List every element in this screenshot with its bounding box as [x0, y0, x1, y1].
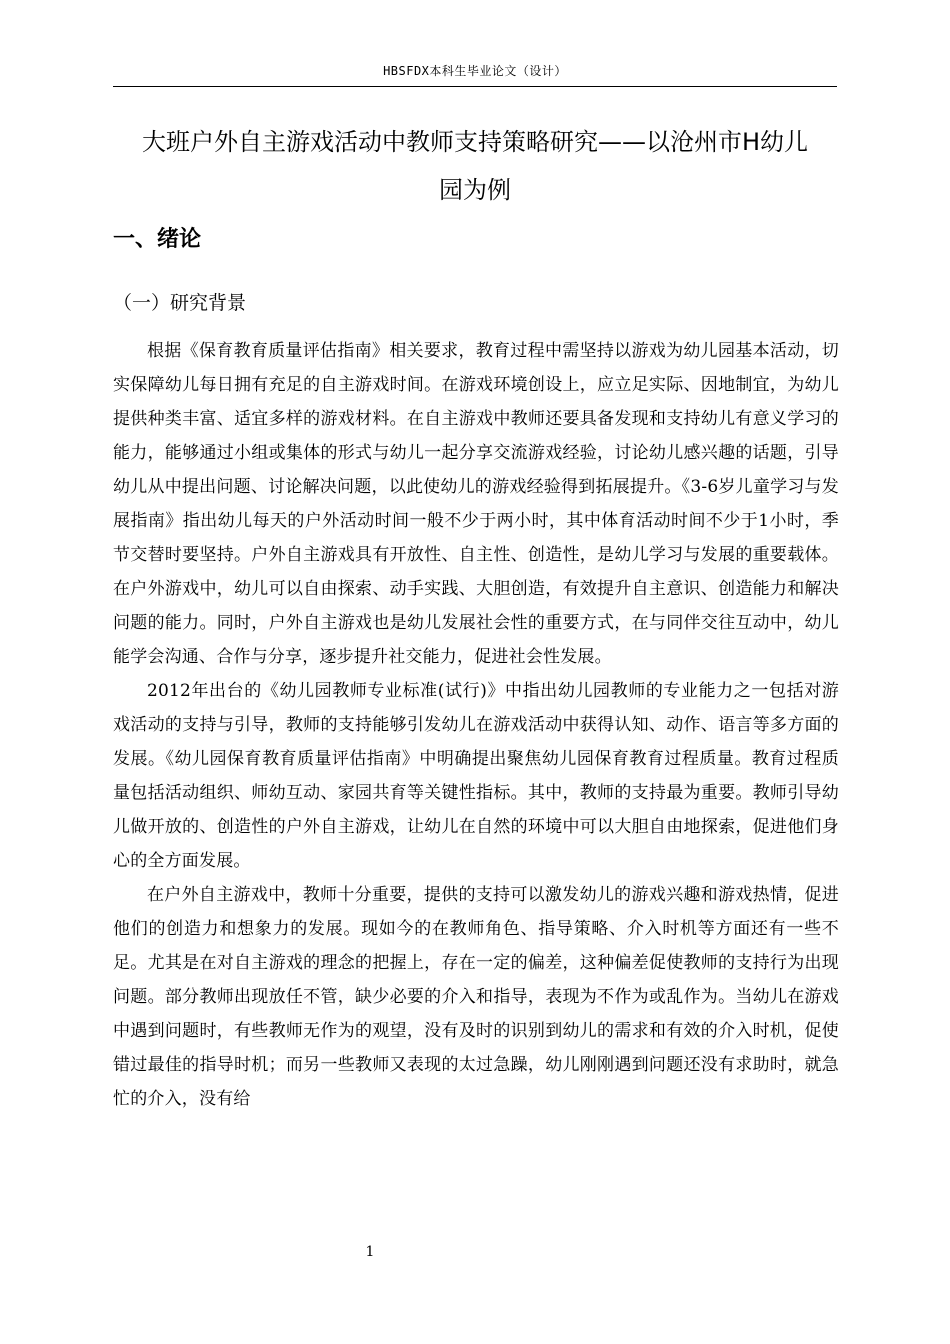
paper-title: [113, 118, 837, 214]
running-header: HBSFDX本科生毕业论文（设计）: [383, 64, 567, 78]
page-number: 1: [365, 1244, 375, 1260]
header-rule: [113, 86, 837, 87]
paragraph-3: 在户外自主游戏中，教师十分重要，提供的支持可以激发幼儿的游戏兴趣和游戏热情，促进他们的创造力和想象力的发展。现如今的在教师角色、指导策略、介入时机等方面还有一些不足。尤其是在对自主游戏的理念的把握上，存在一定的偏差，这种偏差促使教师的支持行为出现问题。部分教师出现放任不管，缺少必要的介入和指导，表现为不作为或乱作为。当幼儿在游戏中遇到问题时，有些教师无作为的观望，没有及时的识别到幼儿的需求和有效的介入时机，促使错过最佳的指导时机；而另一些教师又表现的太过急躁，幼儿刚刚遇到问题还没有求助时，就急忙的介入，没有给: [113, 885, 839, 1109]
paper-title-line-2: 园为例: [439, 176, 511, 204]
subsection-heading: （一）研究背景: [113, 292, 247, 314]
paper-title-line-1: 大班户外自主游戏活动中教师支持策略研究——以沧州市H幼儿: [141, 128, 809, 156]
paragraph-2: 2012年出台的《幼儿园教师专业标准(试行)》中指出幼儿园教师的专业能力之一包括对游戏活动的支持与引导，教师的支持能够引发幼儿在游戏活动中获得认知、动作、语言等多方面的发展。《幼儿园保育教育质量评估指南》中明确提出聚焦幼儿园保育教育过程质量。教育过程质量包括活动组织、师幼互动、家园共育等关键性指标。其中，教师的支持最为重要。教师引导幼儿做开放的、创造性的户外自主游戏，让幼儿在自然的环境中可以大胆自由地探索，促进他们身心的全方面发展。: [113, 681, 839, 871]
section-heading: 一、绪论: [113, 227, 202, 252]
body-text: [113, 334, 839, 1116]
paragraph-1: 根据《保育教育质量评估指南》相关要求，教育过程中需坚持以游戏为幼儿园基本活动，切实保障幼儿每日拥有充足的自主游戏时间。在游戏环境创设上，应立足实际、因地制宜，为幼儿提供种类丰富、适宜多样的游戏材料。在自主游戏中教师还要具备发现和支持幼儿有意义学习的能力，能够通过小组或集体的形式与幼儿一起分享交流游戏经验，讨论幼儿感兴趣的话题，引导幼儿从中提出问题、讨论解决问题，以此使幼儿的游戏经验得到拓展提升。《3-6岁儿童学习与发展指南》指出幼儿每天的户外活动时间一般不少于两小时，其中体育活动时间不少于1小时，季节交替时要坚持。户外自主游戏具有开放性、自主性、创造性，是幼儿学习与发展的重要载体。在户外游戏中，幼儿可以自由探索、动手实践、大胆创造，有效提升自主意识、创造能力和解决问题的能力。同时，户外自主游戏也是幼儿发展社会性的重要方式，在与同伴交往互动中，幼儿能学会沟通、合作与分享，逐步提升社交能力，促进社会性发展。: [113, 341, 839, 667]
